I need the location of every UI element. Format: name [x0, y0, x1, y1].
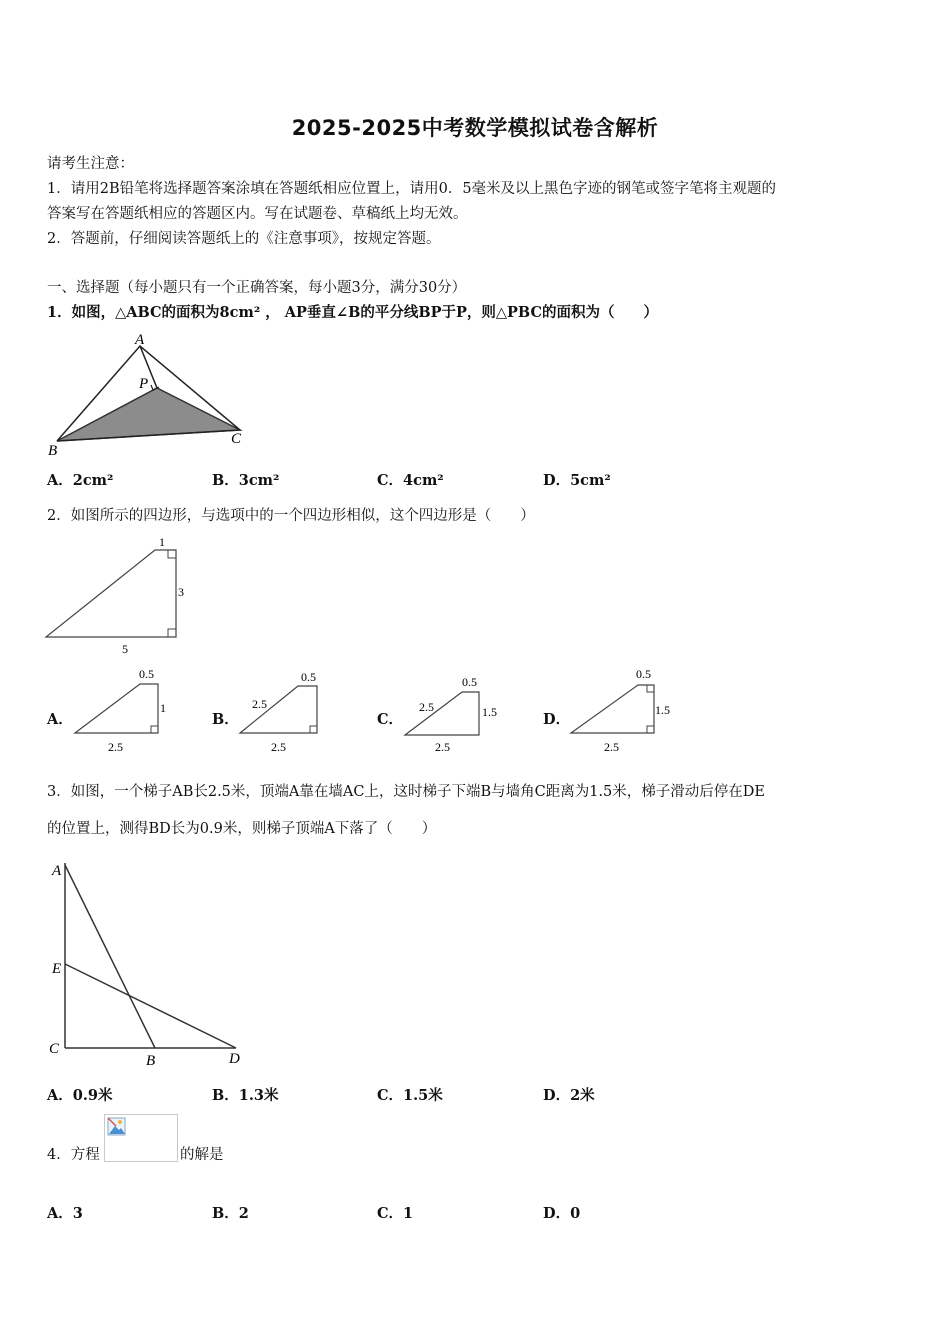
label-top: 1 [159, 535, 165, 549]
label-bottom: 5 [122, 642, 128, 656]
q4-option-c[interactable]: C．1 [377, 1205, 414, 1222]
label-c: C [49, 1041, 60, 1057]
right-angle-mark [310, 726, 317, 733]
notice-line-3: 2．答题前，仔细阅读答题纸上的《注意事项》，按规定答题。 [47, 231, 441, 247]
q2-option-d-letter[interactable]: D． [543, 711, 571, 728]
q3-option-c[interactable]: C．1.5米 [377, 1087, 443, 1104]
q1-option-b[interactable]: B．3cm² [212, 472, 280, 489]
right-angle-mark-top [168, 550, 176, 558]
right-angle-mark [151, 726, 158, 733]
label-a: A [52, 863, 62, 879]
label-bottom: 2.5 [271, 740, 286, 754]
label-top: 0.5 [636, 667, 651, 681]
equation-image-placeholder [104, 1114, 178, 1162]
notice-line-2: 答案写在答题纸相应的答题区内。写在试题卷、草稿纸上均无效。 [47, 206, 468, 222]
broken-image-icon [107, 1117, 127, 1137]
question-4-stem-after: 的解是 [180, 1147, 224, 1163]
label-c: C [231, 431, 242, 447]
label-e: E [52, 961, 62, 977]
label-a: A [135, 332, 145, 348]
label-right: 1 [160, 701, 166, 715]
label-bottom: 2.5 [108, 740, 123, 754]
right-angle-mark-top [647, 685, 654, 692]
question-4-stem-before: 4．方程 [47, 1147, 100, 1163]
question-3-figure [44, 855, 249, 1070]
ladder-ab [65, 865, 155, 1048]
label-slant: 2.5 [252, 697, 267, 711]
question-1-figure [44, 330, 254, 458]
q2-option-a-letter[interactable]: A． [47, 711, 73, 728]
q2-option-d-figure[interactable] [566, 662, 681, 757]
option-d-quadrilateral [571, 685, 654, 733]
q4-option-d[interactable]: D．0 [543, 1205, 581, 1222]
q2-option-b-figure[interactable] [235, 662, 335, 757]
right-angle-mark-bottom [647, 726, 654, 733]
label-b: B [48, 443, 58, 458]
label-bottom: 2.5 [604, 740, 619, 754]
q2-option-b-letter[interactable]: B． [212, 711, 239, 728]
label-top: 0.5 [139, 667, 154, 681]
label-p: P [139, 376, 149, 392]
q2-option-a-figure[interactable] [70, 662, 180, 757]
q2-option-c-letter[interactable]: C． [377, 711, 404, 728]
label-b: B [146, 1053, 156, 1069]
right-angle-mark-bottom [168, 629, 176, 637]
q3-option-b[interactable]: B．1.3米 [212, 1087, 279, 1104]
option-c-quadrilateral [405, 692, 479, 735]
q3-option-a[interactable]: A．0.9米 [47, 1087, 113, 1104]
q4-option-b[interactable]: B．2 [212, 1205, 249, 1222]
q1-option-c[interactable]: C．4cm² [377, 472, 444, 489]
question-1-stem: 1．如图，△ABC的面积为8cm² ， AP垂直∠B的平分线BP于P，则△PBC的面积为（ ） [47, 304, 659, 321]
label-right: 1.5 [482, 705, 497, 719]
notice-line-1: 1．请用2B铅笔将选择题答案涂填在答题纸相应位置上，请用0．5毫米及以上黑色字迹的钢笔或签字笔将主观题的 [47, 181, 777, 197]
ladder-de [65, 964, 236, 1048]
section-heading: 一、选择题（每小题只有一个正确答案，每小题3分，满分30分） [47, 280, 467, 296]
q3-option-d[interactable]: D．2米 [543, 1087, 595, 1104]
label-slant: 2.5 [419, 700, 434, 714]
label-right: 3 [178, 585, 184, 599]
notice-heading: 请考生注意： [47, 156, 134, 172]
q2-option-c-figure[interactable] [400, 662, 510, 757]
q1-option-d[interactable]: D．5cm² [543, 472, 611, 489]
question-3-stem-line-2: 的位置上，测得BD长为0.9米，则梯子顶端A下落了（ ） [47, 821, 437, 837]
label-right: 1.5 [655, 703, 670, 717]
option-a-quadrilateral [75, 684, 158, 733]
label-top: 0.5 [301, 670, 316, 684]
q4-option-a[interactable]: A．3 [47, 1205, 83, 1222]
label-bottom: 2.5 [435, 740, 450, 754]
label-d: D [229, 1051, 240, 1067]
question-3-stem-line-1: 3．如图，一个梯子AB长2.5米，顶端A靠在墙AC上，这时梯子下端B与墙角C距离为1.5米，梯子滑动后停在DE [47, 784, 765, 800]
question-2-figure [44, 530, 194, 658]
question-2-stem: 2．如图所示的四边形，与选项中的一个四边形相似，这个四边形是（ ） [47, 508, 535, 524]
label-top: 0.5 [462, 675, 477, 689]
q1-option-a[interactable]: A．2cm² [47, 472, 114, 489]
triangle-pbc-shaded [57, 388, 240, 441]
main-quadrilateral [46, 550, 176, 637]
page-title: 2025-2025中考数学模拟试卷含解析 [291, 116, 659, 140]
